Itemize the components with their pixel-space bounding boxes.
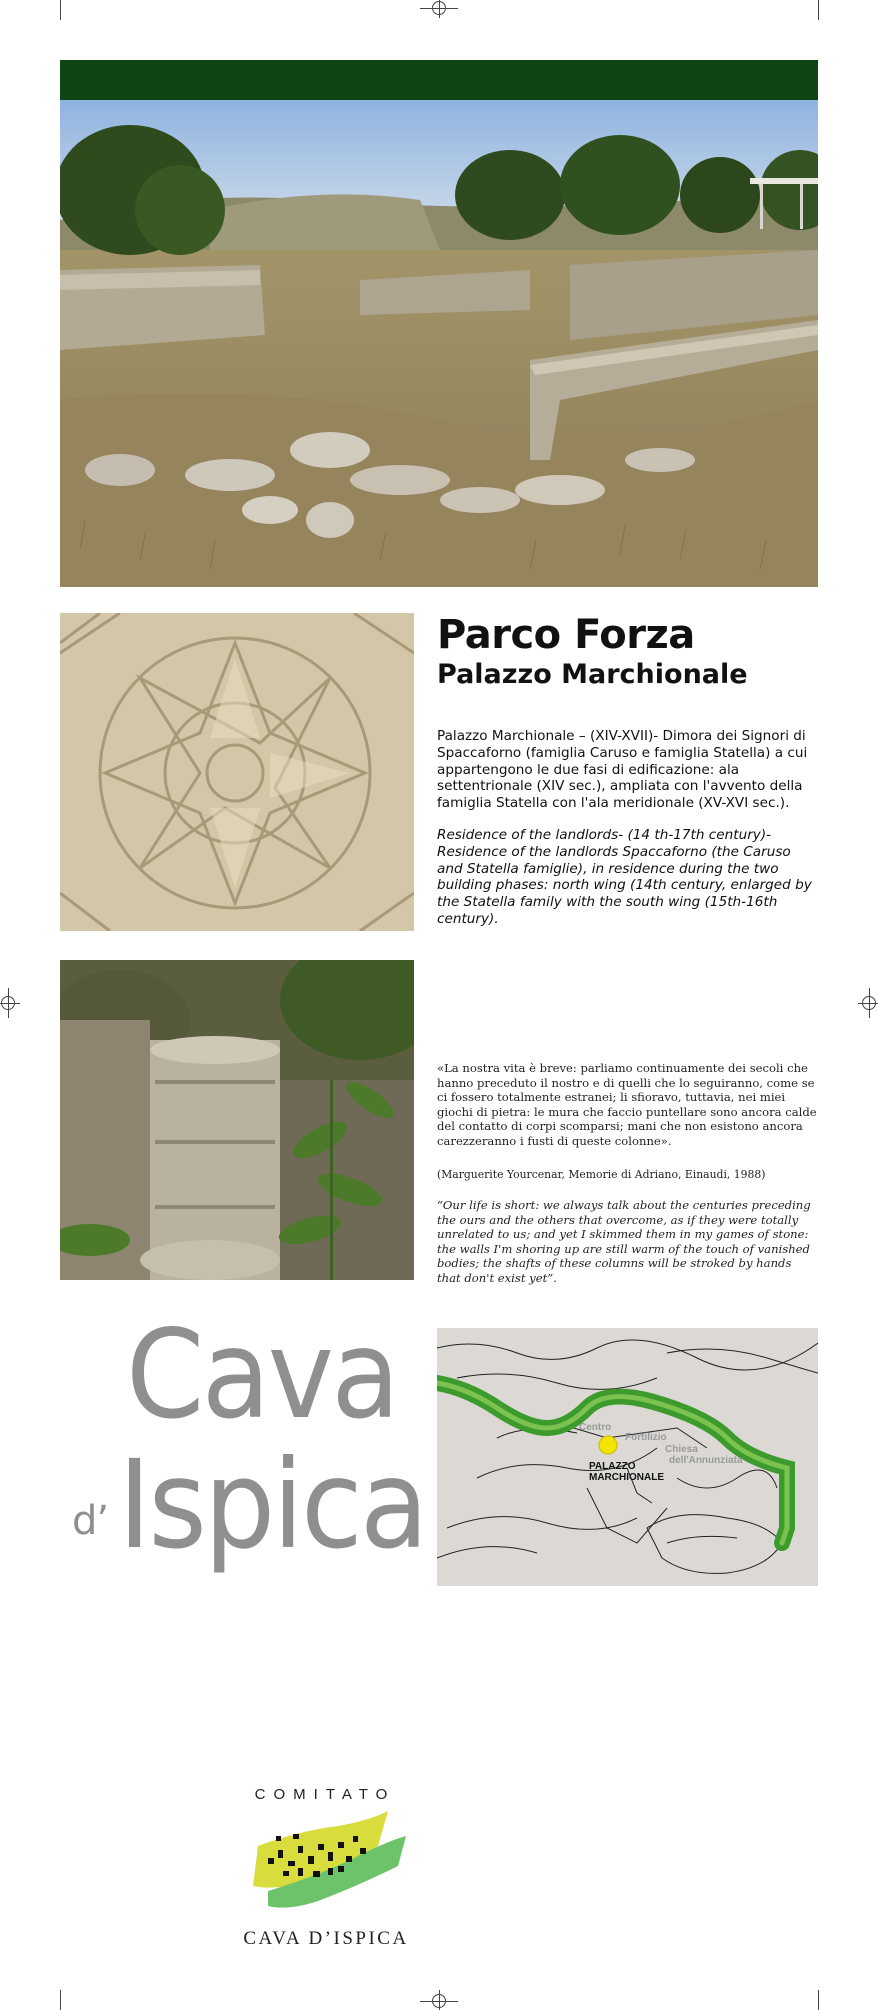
crop-line	[0, 1003, 20, 1004]
page-subtitle: Palazzo Marchionale	[437, 659, 748, 690]
map-label-chiesa: Chiesa	[665, 1444, 698, 1455]
description-english: Residence of the landlords- (14 th-17th century)- Residence of the landlords Spaccaforno (the Caruso and Statella famiglie), in residence during the two building phases: north wing (14th century, enlarged by the Statella family with the south wing (15th-16th century).	[437, 827, 812, 927]
map-label-marchionale: MARCHIONALE	[589, 1472, 664, 1483]
crop-line	[858, 1003, 878, 1004]
site-map	[437, 1328, 818, 1586]
page-title: Parco Forza	[437, 612, 695, 658]
brand-word-cava: Cava	[126, 1304, 398, 1446]
map-label-fortilizio: Fortilizio	[625, 1432, 667, 1443]
crop-line	[60, 0, 61, 20]
committee-logo-icon	[238, 1806, 408, 1916]
ruins-photo	[60, 100, 818, 587]
brand-prefix: d’	[72, 1498, 109, 1544]
header-band	[60, 60, 818, 100]
map-label-palazzo: PALAZZO	[589, 1461, 636, 1472]
crop-line	[818, 0, 819, 20]
crop-line	[439, 0, 440, 18]
description-italian: Palazzo Marchionale – (XIV-XVII)- Dimora dei Signori di Spaccaforno (famiglia Caruso e famiglia Statella) a cui appartengono le due fasi di edificazione: ala settentrionale (XIV sec.), ampliata con l'avvento della famiglia Statella con l'ala meridionale (XV-XVI sec.).	[437, 728, 808, 812]
map-label-centro: Centro	[579, 1422, 612, 1433]
site-marker	[599, 1436, 617, 1454]
brand-word-ispica: Ispica	[118, 1434, 426, 1576]
committee-name: CAVA D’ISPICA	[243, 1928, 409, 1949]
quote-italian: «La nostra vita è breve: parliamo continuamente dei secoli che hanno preceduto il nostro e di quelli che lo seguiranno, come se ci fossero totalmente estranei; li sfioravo, tuttavia, nei miei giochi di pietra: le mura che faccio puntellare sono ancora calde del contatto di corpi scomparsi; mani che non esistono ancora carezzeranno i fusti di queste colonne».	[437, 1061, 817, 1148]
crop-line	[818, 1990, 819, 2010]
stone-mosaic-photo	[60, 613, 414, 931]
crop-line	[439, 1990, 440, 2010]
quote-english: “Our life is short: we always talk about the centuries preceding the ours and the others that overcome, as if they were totally unrelated to us; and yet I skimmed them in my games of stone: the walls I'm shoring up are still warm of the touch of vanished bodies; the shafts of these columns will be stroked by hands that don't exist yet”.	[437, 1198, 811, 1285]
crop-line	[869, 988, 870, 1018]
committee-title: COMITATO	[254, 1786, 396, 1803]
crop-line	[8, 988, 9, 1018]
stone-column-photo	[60, 960, 414, 1280]
quote-source: (Marguerite Yourcenar, Memorie di Adriano, Einaudi, 1988)	[437, 1168, 766, 1181]
map-label-annunziata: dell'Annunziata	[669, 1455, 743, 1466]
title-block	[437, 612, 822, 692]
crop-line	[60, 1990, 61, 2010]
